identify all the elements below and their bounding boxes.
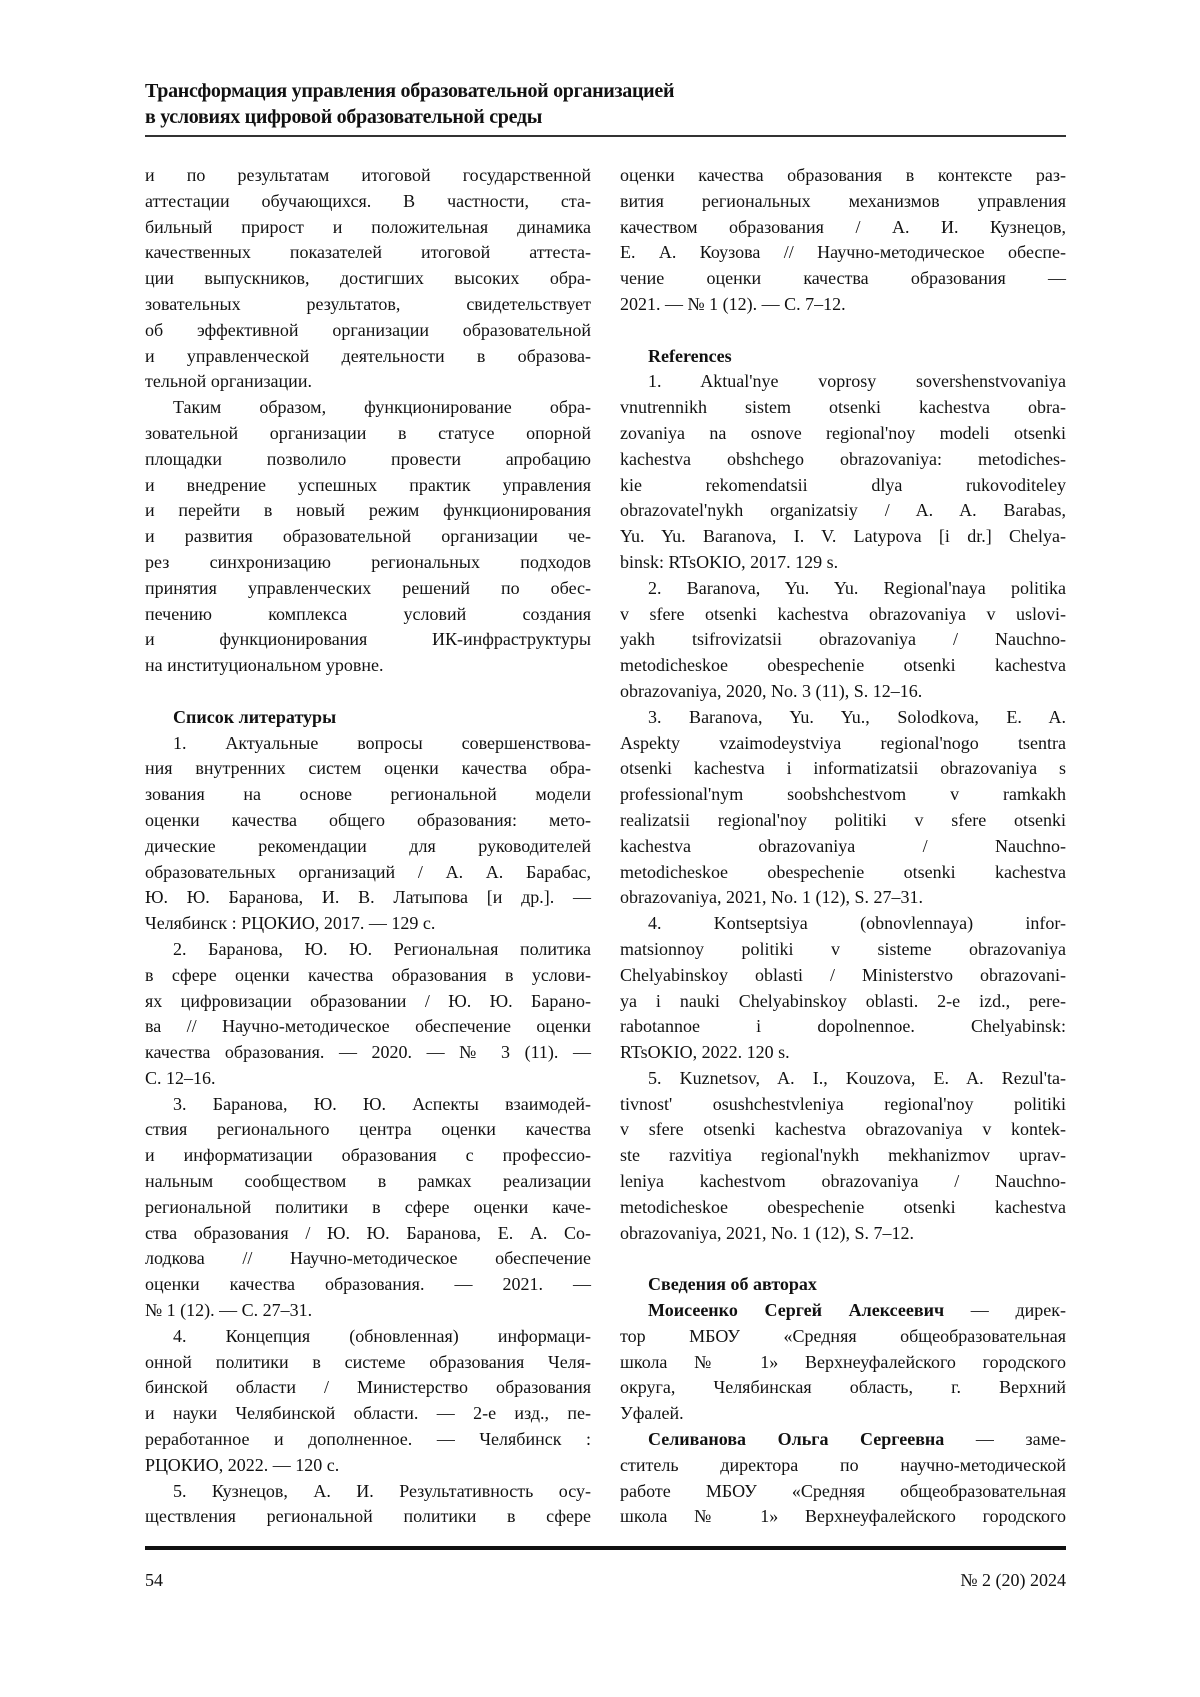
- paragraph: [620, 163, 1066, 318]
- paragraph: [620, 1298, 1066, 1427]
- text-line: obrazovatel'nykh organizatsiy / A. A. Barabas,: [620, 498, 1066, 524]
- text-line: tivnost' osushchestvleniya regional'noy politiki: [620, 1092, 1066, 1118]
- right-column: [620, 163, 1066, 1530]
- text-line: 2. Baranova, Yu. Yu. Regional'naya politika: [620, 576, 1066, 602]
- running-header-line-2: в условиях цифровой образовательной среды: [145, 104, 1066, 130]
- text-line: бинской области / Министерство образования: [145, 1375, 591, 1401]
- text-line: школа № 1» Верхнеуфалейского городского: [620, 1504, 1066, 1530]
- text-line: вития региональных механизмов управления: [620, 189, 1066, 215]
- text-line: ya i nauki Chelyabinskoy oblasti. 2-e izd., pere-: [620, 989, 1066, 1015]
- text-line: kachestva obrazovaniya / Nauchno-: [620, 834, 1066, 860]
- text-line: 4. Концепция (обновленная) информаци-: [145, 1324, 591, 1350]
- paragraph: [145, 1092, 591, 1324]
- text-line-rest: — дирек-: [944, 1300, 1066, 1320]
- text-line: [620, 1427, 1066, 1453]
- paragraph: [145, 1479, 591, 1531]
- text-line: Ю. Ю. Баранова, И. В. Латыпова [и др.]. —: [145, 885, 591, 911]
- text-line: и управленческой деятельности в образова-: [145, 344, 591, 370]
- text-line: 5. Кузнецов, А. И. Результативность осу-: [145, 1479, 591, 1505]
- text-line: metodicheskoe obespechenie otsenki kachestva: [620, 860, 1066, 886]
- text-line: качеством образования / А. И. Кузнецов,: [620, 215, 1066, 241]
- blank-line: [620, 1246, 1066, 1272]
- text-line: принятия управленческих решений по обес-: [145, 576, 591, 602]
- text-line: и по результатам итоговой государственной: [145, 163, 591, 189]
- text-line: аттестации обучающихся. В частности, ста-: [145, 189, 591, 215]
- text-line: obrazovaniya, 2020, No. 3 (11), S. 12–16.: [620, 679, 1066, 705]
- text-line: zovaniya na osnove regional'noy modeli otsenki: [620, 421, 1066, 447]
- blank-line: [620, 318, 1066, 344]
- section-heading: References: [620, 344, 1066, 370]
- running-header-line-1: Трансформация управления образовательной организацией: [145, 78, 1066, 104]
- text-line: РЦОКИО, 2022. — 120 с.: [145, 1453, 591, 1479]
- text-line: ститель директора по научно-методической: [620, 1453, 1066, 1479]
- paragraph: [620, 705, 1066, 911]
- text-line: оценки качества общего образования: мето-: [145, 808, 591, 834]
- text-line: kachestva obshchego obrazovaniya: metodiches-: [620, 447, 1066, 473]
- text-line: 1. Актуальные вопросы совершенствова-: [145, 731, 591, 757]
- text-line: и науки Челябинской области. — 2-е изд., пе-: [145, 1401, 591, 1427]
- running-header: [145, 78, 1066, 130]
- text-line: yakh tsifrovizatsii obrazovaniya / Nauchno-: [620, 627, 1066, 653]
- paragraph: [145, 937, 591, 1092]
- text-line: округа, Челябинская область, г. Верхний: [620, 1375, 1066, 1401]
- text-line: дические рекомендации для руководителей: [145, 834, 591, 860]
- paragraph: [620, 911, 1066, 1066]
- paragraph: [145, 731, 591, 937]
- paragraph: [145, 395, 591, 679]
- text-line: realizatsii regional'noy politiki v sfere otsenki: [620, 808, 1066, 834]
- text-line: Челябинск : РЦОКИО, 2017. — 129 с.: [145, 911, 591, 937]
- text-line: v sfere otsenki kachestva obrazovaniya v uslovi-: [620, 602, 1066, 628]
- text-line: и функционирования ИК-инфраструктуры: [145, 627, 591, 653]
- page-number: 54: [145, 1570, 163, 1591]
- text-line: оценки качества образования. — 2021. —: [145, 1272, 591, 1298]
- text-line: matsionnoy politiki v sisteme obrazovaniya: [620, 937, 1066, 963]
- text-line: [620, 1298, 1066, 1324]
- text-line: качества образования. — 2020. — № 3 (11). —: [145, 1040, 591, 1066]
- text-line: leniya kachestvom obrazovaniya / Nauchno-: [620, 1169, 1066, 1195]
- author-name: Моисеенко Сергей Алексеевич: [648, 1300, 944, 1320]
- paragraph: [620, 1427, 1066, 1530]
- text-line: vnutrennikh sistem otsenki kachestva obra-: [620, 395, 1066, 421]
- text-line: otsenki kachestva i informatizatsii obrazovaniya s: [620, 756, 1066, 782]
- text-line: № 1 (12). — С. 27–31.: [145, 1298, 591, 1324]
- text-line: obrazovaniya, 2021, No. 1 (12), S. 27–31.: [620, 885, 1066, 911]
- text-line: kie rekomendatsii dlya rukovoditeley: [620, 473, 1066, 499]
- text-line: 1. Aktual'nye voprosy sovershenstvovaniya: [620, 369, 1066, 395]
- text-line: и перейти в новый режим функционирования: [145, 498, 591, 524]
- text-line: ste razvitiya regional'nykh mekhanizmov uprav-: [620, 1143, 1066, 1169]
- blank-line: [145, 679, 591, 705]
- text-line: рез синхронизацию региональных подходов: [145, 550, 591, 576]
- text-line: нальным сообществом в рамках реализации: [145, 1169, 591, 1195]
- text-line: качественных показателей итоговой аттеста-: [145, 240, 591, 266]
- text-line: ствия регионального центра оценки качества: [145, 1117, 591, 1143]
- text-line: rabotannoe i dopolnennoe. Chelyabinsk:: [620, 1014, 1066, 1040]
- text-line: тельной организации.: [145, 369, 591, 395]
- text-line: тор МБОУ «Средняя общеобразовательная: [620, 1324, 1066, 1350]
- text-line: binsk: RTsOKIO, 2017. 129 s.: [620, 550, 1066, 576]
- text-line: Aspekty vzaimodeystviya regional'nogo tsentra: [620, 731, 1066, 757]
- text-line: и развития образовательной организации че-: [145, 524, 591, 550]
- text-line: 3. Baranova, Yu. Yu., Solodkova, E. A.: [620, 705, 1066, 731]
- text-line: 2021. — № 1 (12). — С. 7–12.: [620, 292, 1066, 318]
- text-line: зования на основе региональной модели: [145, 782, 591, 808]
- text-line: зовательной организации в статусе опорной: [145, 421, 591, 447]
- text-line: бильный прирост и положительная динамика: [145, 215, 591, 241]
- text-line: работе МБОУ «Средняя общеобразовательная: [620, 1479, 1066, 1505]
- paragraph: [145, 163, 591, 395]
- text-line: ции выпускников, достигших высоких обра-: [145, 266, 591, 292]
- paragraph: [620, 576, 1066, 705]
- text-line: онной политики в системе образования Челя-: [145, 1350, 591, 1376]
- text-line: metodicheskoe obespechenie otsenki kachestva: [620, 653, 1066, 679]
- text-line: ния внутренних систем оценки качества обра-: [145, 756, 591, 782]
- text-line: Chelyabinskoy oblasti / Ministerstvo obrazovani-: [620, 963, 1066, 989]
- text-line: metodicheskoe obespechenie otsenki kachestva: [620, 1195, 1066, 1221]
- text-line: школа № 1» Верхнеуфалейского городского: [620, 1350, 1066, 1376]
- text-line: 3. Баранова, Ю. Ю. Аспекты взаимодей-: [145, 1092, 591, 1118]
- paragraph: [620, 1066, 1066, 1247]
- text-line: зовательных результатов, свидетельствует: [145, 292, 591, 318]
- paragraph: [620, 369, 1066, 575]
- text-line: об эффективной организации образовательной: [145, 318, 591, 344]
- text-line: лодкова // Научно-методическое обеспечение: [145, 1246, 591, 1272]
- text-line: 5. Kuznetsov, A. I., Kouzova, E. A. Rezul'ta-: [620, 1066, 1066, 1092]
- text-line: печению комплекса условий создания: [145, 602, 591, 628]
- paragraph: [145, 1324, 591, 1479]
- text-line: на институциональном уровне.: [145, 653, 591, 679]
- text-line: и внедрение успешных практик управления: [145, 473, 591, 499]
- text-line: в сфере оценки качества образования в услови-: [145, 963, 591, 989]
- text-line-rest: — заме-: [944, 1429, 1066, 1449]
- text-line: v sfere otsenki kachestva obrazovaniya v kontek-: [620, 1117, 1066, 1143]
- text-line: ва // Научно-методическое обеспечение оценки: [145, 1014, 591, 1040]
- text-line: ства образования / Ю. Ю. Баранова, Е. А. Со-: [145, 1221, 591, 1247]
- text-line: региональной политики в сфере оценки каче-: [145, 1195, 591, 1221]
- section-heading: Список литературы: [145, 705, 591, 731]
- text-line: professional'nym soobshchestvom v ramkakh: [620, 782, 1066, 808]
- text-line: obrazovaniya, 2021, No. 1 (12), S. 7–12.: [620, 1221, 1066, 1247]
- text-line: и информатизации образования с профессио-: [145, 1143, 591, 1169]
- author-name: Селиванова Ольга Сергеевна: [648, 1429, 944, 1449]
- issue-number: № 2 (20) 2024: [960, 1570, 1066, 1591]
- text-line: С. 12–16.: [145, 1066, 591, 1092]
- footer-divider: [145, 1546, 1066, 1550]
- text-line: ях цифровизации образовании / Ю. Ю. Барано-: [145, 989, 591, 1015]
- text-line: площадки позволило провести апробацию: [145, 447, 591, 473]
- text-line: 4. Kontseptsiya (obnovlennaya) infor-: [620, 911, 1066, 937]
- text-line: Уфалей.: [620, 1401, 1066, 1427]
- text-line: реработанное и дополненное. — Челябинск :: [145, 1427, 591, 1453]
- text-line: оценки качества образования в контексте раз-: [620, 163, 1066, 189]
- header-divider: [145, 135, 1066, 137]
- text-line: Таким образом, функционирование обра-: [145, 395, 591, 421]
- text-line: Yu. Yu. Baranova, I. V. Latypova [i dr.] Chelya-: [620, 524, 1066, 550]
- text-line: ществления региональной политики в сфере: [145, 1504, 591, 1530]
- text-line: образовательных организаций / А. А. Барабас,: [145, 860, 591, 886]
- text-line: Е. А. Коузова // Научно-методическое обеспе-: [620, 240, 1066, 266]
- section-heading: Сведения об авторах: [620, 1272, 1066, 1298]
- text-line: чение оценки качества образования —: [620, 266, 1066, 292]
- text-line: RTsOKIO, 2022. 120 s.: [620, 1040, 1066, 1066]
- left-column: [145, 163, 591, 1530]
- text-line: 2. Баранова, Ю. Ю. Региональная политика: [145, 937, 591, 963]
